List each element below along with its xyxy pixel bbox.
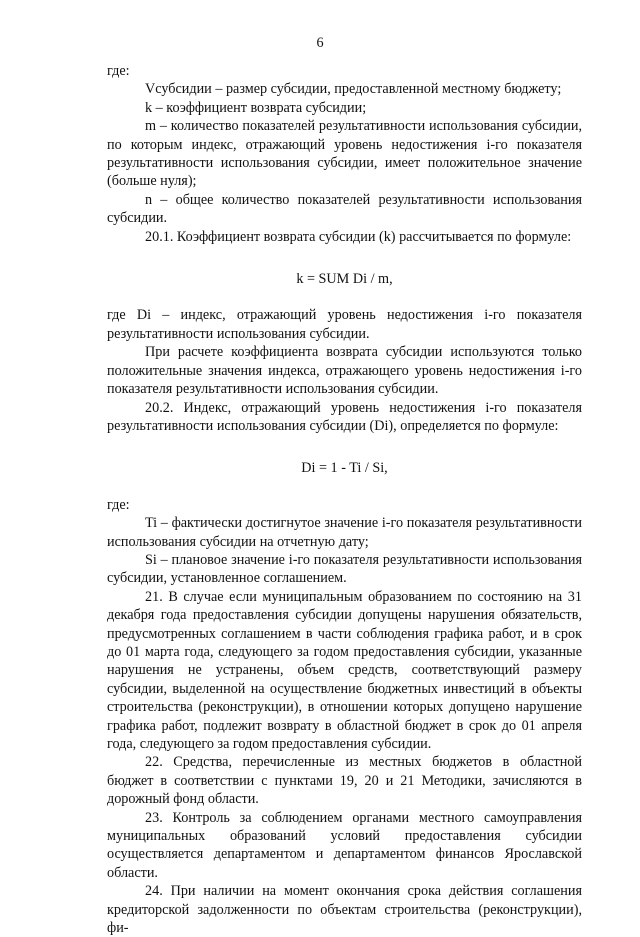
paragraph: При расчете коэффициента возврата субсидии используются только положительные значения индекса, отражающего уровень недостижения i-го показателя результативности использования субсидии.	[107, 344, 582, 398]
paragraph: 20.2. Индекс, отражающий уровень недостижения i-го показателя результативности использования субсидии (Di), определяется по формуле:	[107, 399, 582, 434]
paragraph: 20.1. Коэффициент возврата субсидии (k) рассчитывается по формуле:	[145, 228, 572, 245]
paragraph: Vсубсидии – размер субсидии, предоставленной местному бюджету;	[145, 81, 562, 98]
paragraph: где:	[107, 63, 130, 79]
paragraph: n – общее количество показателей результативности использования субсидии.	[107, 191, 582, 227]
paragraph: где:	[107, 496, 130, 513]
formula: Di = 1 - Ti / Si,	[301, 460, 388, 477]
paragraph: 21. В случае если муниципальным образованием по состоянию на 31 декабря года предоставления субсидии допущены нарушения обязательств, предусмотренных соглашением в части соблюдения графика работ, и в срок до 01 марта года, следующего за годом предоставления субсидии, указанные нарушения не устранены, объем средств, соответствующий размеру субсидии, выделенной на осуществление бюджетных инвестиций в объекты строительства (реконструкции), в отношении которых допущено нарушение графика работ, подлежит возврату в областной бюджет в срок до 01 апреля года, следующего за годом предоставления субсидии.	[107, 588, 582, 752]
paragraph: 23. Контроль за соблюдением органами местного самоуправления муниципальных образований условий предоставления субсидии осуществляется департаментом и департаментом финансов Ярославской области.	[107, 809, 582, 881]
paragraph: m – количество показателей результативности использования субсидии, по которым индекс, отражающий уровень недостижения i-го показателя результативности использования субсидии, имеет положительное значение (больше нуля);	[107, 118, 582, 190]
paragraph: 24. При наличии на момент окончания срока действия соглашения кредиторской задолженности по объектам строительства (реконструкции), фи-	[107, 883, 582, 937]
paragraph: Si – плановое значение i-го показателя результативности использования субсидии, установленное соглашением.	[107, 551, 582, 587]
page-number: 6	[316, 35, 324, 51]
paragraph: k – коэффициент возврата субсидии;	[145, 99, 367, 116]
paragraph: где Di – индекс, отражающий уровень недостижения i-го показателя результативности использования субсидии.	[107, 307, 582, 342]
document-body	[107, 62, 582, 937]
formula: k = SUM Di / m,	[296, 271, 393, 288]
paragraph: Ti – фактически достигнутое значение i-го показателя результативности использования субсидии на отчетную дату;	[107, 515, 582, 550]
paragraph: 22. Средства, перечисленные из местных бюджетов в областной бюджет в соответствии с пунктами 19, 20 и 21 Методики, зачисляются в дорожный фонд области.	[107, 754, 582, 808]
